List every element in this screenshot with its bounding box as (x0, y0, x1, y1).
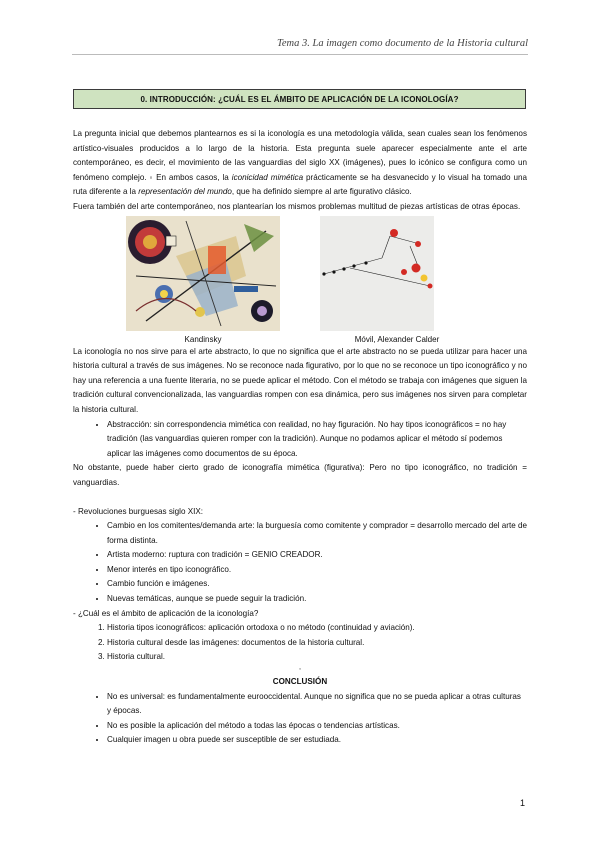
list-item: • Cualquier imagen u obra puede ser susceptible de ser estudiada. (107, 733, 527, 748)
conclusion-heading: CONCLUSIÓN (272, 677, 328, 687)
list-item: • Artista moderno: ruptura con tradición = GENIO CREADOR. (107, 548, 527, 563)
list-item: • Cambio función e imágenes. (107, 577, 527, 592)
ambito-heading: - ¿Cuál es el ámbito de aplicación de la iconología? (73, 608, 259, 618)
list-item: • No es universal: es fundamentalmente eurooccidental. Aunque no significa que no se pueda aplicar a otras culturas y épocas. (107, 690, 527, 719)
list-item: 2. Historia cultural desde las imágenes: documentos de la historia cultural. (107, 636, 527, 651)
intro-text-c: , que ha definido siempre al arte figurativo clásico. (231, 187, 412, 197)
figure-row (73, 216, 527, 345)
page-number: 1 (519, 798, 525, 808)
intro-text-a: La pregunta inicial que debemos plantearnos es si la iconología es una metodología válida, sean cuales sean los fenómenos artístico-visuales producidos a lo largo de la historia. Esta pregunta suele aparecer especialmente ante el arte contemporáneo, es decir, el movimiento de las vanguardias del siglo XX (imágenes), pues lo icónico se configura como un fenómeno complejo. ◦ En ambos casos, la (73, 129, 527, 182)
figure-calder (320, 216, 474, 345)
figure-kandinsky (126, 216, 280, 345)
list-item: 1. Historia tipos iconográficos: aplicación ortodoxa o no método (continuidad y aviación). (107, 621, 527, 636)
spacer (73, 491, 527, 505)
intro-text-b: prácticamente se ha desvanecido y lo visual ha tomado una ruta diferente a la (73, 172, 527, 197)
section-title: 0. INTRODUCCIÓN: ¿CUÁL ES EL ÁMBITO DE APLICACIÓN DE LA ICONOLOGÍA? (73, 89, 526, 109)
ambito-list (73, 621, 527, 665)
figure-caption: Kandinsky (184, 334, 222, 344)
intro-emphasis-2: representación del mundo (138, 187, 232, 197)
running-header: Tema 3. La imagen como documento de la Historia cultural (276, 38, 528, 49)
revoluciones-heading: - Revoluciones burguesas siglo XIX: (73, 506, 204, 516)
list-item: 3. Historia cultural. (107, 650, 527, 665)
revoluciones-list (73, 519, 527, 607)
abstraction-list (73, 418, 527, 462)
list-item: • Abstracción: sin correspondencia mimética con realidad, no hay figuración. No hay tipos iconográficos = no hay tradición (las vanguardias quieren romper con la tradición). Aunque no podamos aplicar el método sí podemos aplicar las imágenes como documentos de su época. (107, 418, 527, 462)
intro-paragraph-2: Fuera también del arte contemporáneo, nos plantearían los mismos problemas multitud de piezas artísticas de otras épocas. (73, 201, 521, 211)
intro-paragraph-1 (73, 127, 527, 200)
separator-marker: ◦ (298, 666, 302, 674)
figurative-paragraph: No obstante, puede haber cierto grado de iconografía mimética (figurativa): Pero no tipo iconográfico, no tradición = vanguardias. (73, 463, 527, 487)
header-rule (72, 54, 528, 55)
kandinsky-painting-image (126, 216, 280, 331)
list-item: • Nuevas temáticas, aunque se puede seguir la tradición. (107, 592, 527, 607)
calder-mobile-image (320, 216, 474, 331)
list-item: • No es posible la aplicación del método a todas las épocas o tendencias artísticas. (107, 719, 527, 734)
abstract-art-paragraph: La iconología no nos sirve para el arte abstracto, lo que no significa que el arte abstracto no se pueda utilizar para hacer una historia cultural a través de sus imágenes. No se reconoce nada figurativo, por lo que no se reconoce un tipo iconográfico y no hay una referencia a una fuente literaria, no se puede aplicar el método. Con el método se trabaja con imágenes que siguen la tradición cultural convencionalizada, las vanguardias rompen con esa dinámica, pero sus imágenes nos sirven para completar la historia cultural. (73, 346, 527, 414)
list-item: • Menor interés en tipo iconográfico. (107, 563, 527, 578)
intro-emphasis-1: iconicidad mimética (231, 172, 304, 182)
page-content (73, 127, 527, 748)
conclusion-list (73, 690, 527, 748)
list-item: • Cambio en los comitentes/demanda arte: la burguesía como comitente y comprador = desarrollo mercado del arte de forma distinta. (107, 519, 527, 548)
figure-caption: Móvil, Alexander Calder (354, 334, 440, 344)
